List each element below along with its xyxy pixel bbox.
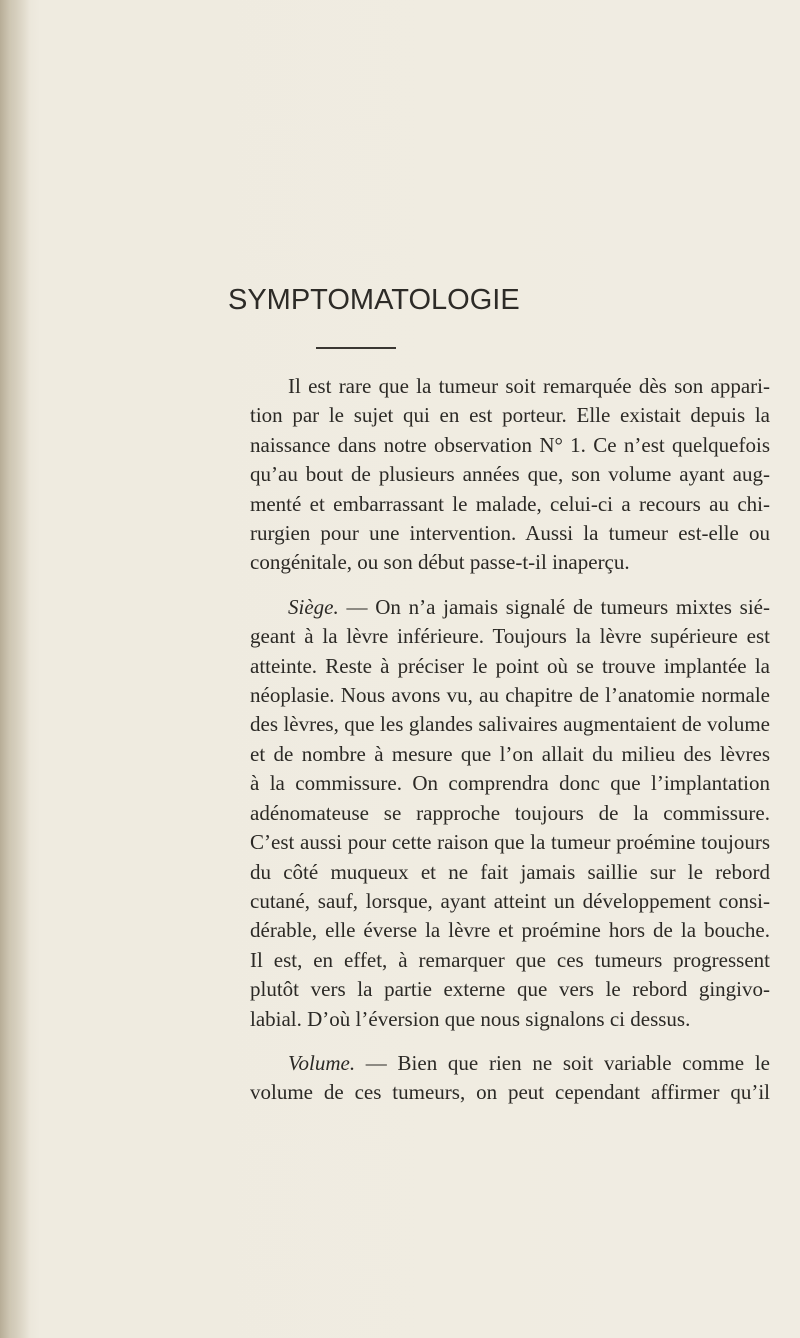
text-line: atteinte. Reste à préciser le point où se trouve implantée la: [250, 653, 770, 678]
body-text: [250, 372, 770, 1108]
text-line: labial. D’où l’éversion que nous signalons ci dessus.: [250, 1006, 691, 1031]
section-lead-siege: Siège.: [288, 594, 339, 619]
text-line: néoplasie. Nous avons vu, au chapitre de l’anatomie normale: [250, 683, 770, 708]
text-line: rurgien pour une intervention. Aussi la tumeur est-elle ou: [250, 521, 770, 546]
text-line: menté et embarrassant le malade, celui-ci a recours au chi-: [250, 491, 770, 516]
text-line: Il est rare que la tumeur soit remarquée dès son appari-: [288, 374, 770, 398]
text-line: C’est aussi pour cette raison que la tumeur proémine toujours: [250, 830, 770, 855]
section-lead-volume: Volume.: [288, 1050, 356, 1075]
text-line: qu’au bout de plusieurs années que, son volume ayant aug-: [250, 462, 770, 487]
text-line-rest: — Bien que rien ne soit variable comme le: [355, 1050, 770, 1075]
paragraph-volume: [250, 1049, 770, 1108]
text-line: des lèvres, que les glandes salivaires augmentaient de volume: [250, 712, 770, 737]
text-line-rest: — On n’a jamais signalé de tumeurs mixtes sié-: [338, 594, 770, 619]
text-line: plutôt vers la partie externe que vers le rebord gingivo-: [250, 977, 770, 1002]
page-spine-shadow: [0, 0, 30, 1338]
text-line: du côté muqueux et ne fait jamais saillie sur le rebord: [250, 859, 770, 884]
paragraph-siege: [250, 593, 770, 1034]
text-line: et de nombre à mesure que l’on allait du milieu des lèvres: [250, 741, 770, 766]
text-line: tion par le sujet qui en est porteur. Elle existait depuis la: [250, 403, 770, 428]
text-line: dérable, elle éverse la lèvre et proémine hors de la bouche.: [250, 918, 770, 943]
text-line: [250, 593, 770, 622]
text-line: congénitale, ou son début passe-t-il inaperçu.: [250, 550, 630, 575]
text-line: adénomateuse se rapproche toujours de la commissure.: [250, 800, 770, 825]
text-line: à la commissure. On comprendra donc que l’implantation: [250, 771, 770, 796]
text-line: geant à la lèvre inférieure. Toujours la lèvre supérieure est: [250, 624, 770, 649]
heading-divider: [316, 347, 396, 349]
chapter-heading: SYMPTOMATOLOGIE: [228, 284, 520, 316]
text-line: volume de ces tumeurs, on peut cependant affirmer qu’il: [250, 1080, 770, 1105]
text-line: cutané, sauf, lorsque, ayant atteint un développement consi-: [250, 888, 770, 913]
text-line: Il est, en effet, à remarquer que ces tumeurs progressent: [250, 947, 770, 972]
text-line: [250, 1049, 770, 1078]
paragraph-onset: [250, 372, 770, 578]
text-line: naissance dans notre observation N° 1. Ce n’est quelquefois: [250, 432, 770, 457]
